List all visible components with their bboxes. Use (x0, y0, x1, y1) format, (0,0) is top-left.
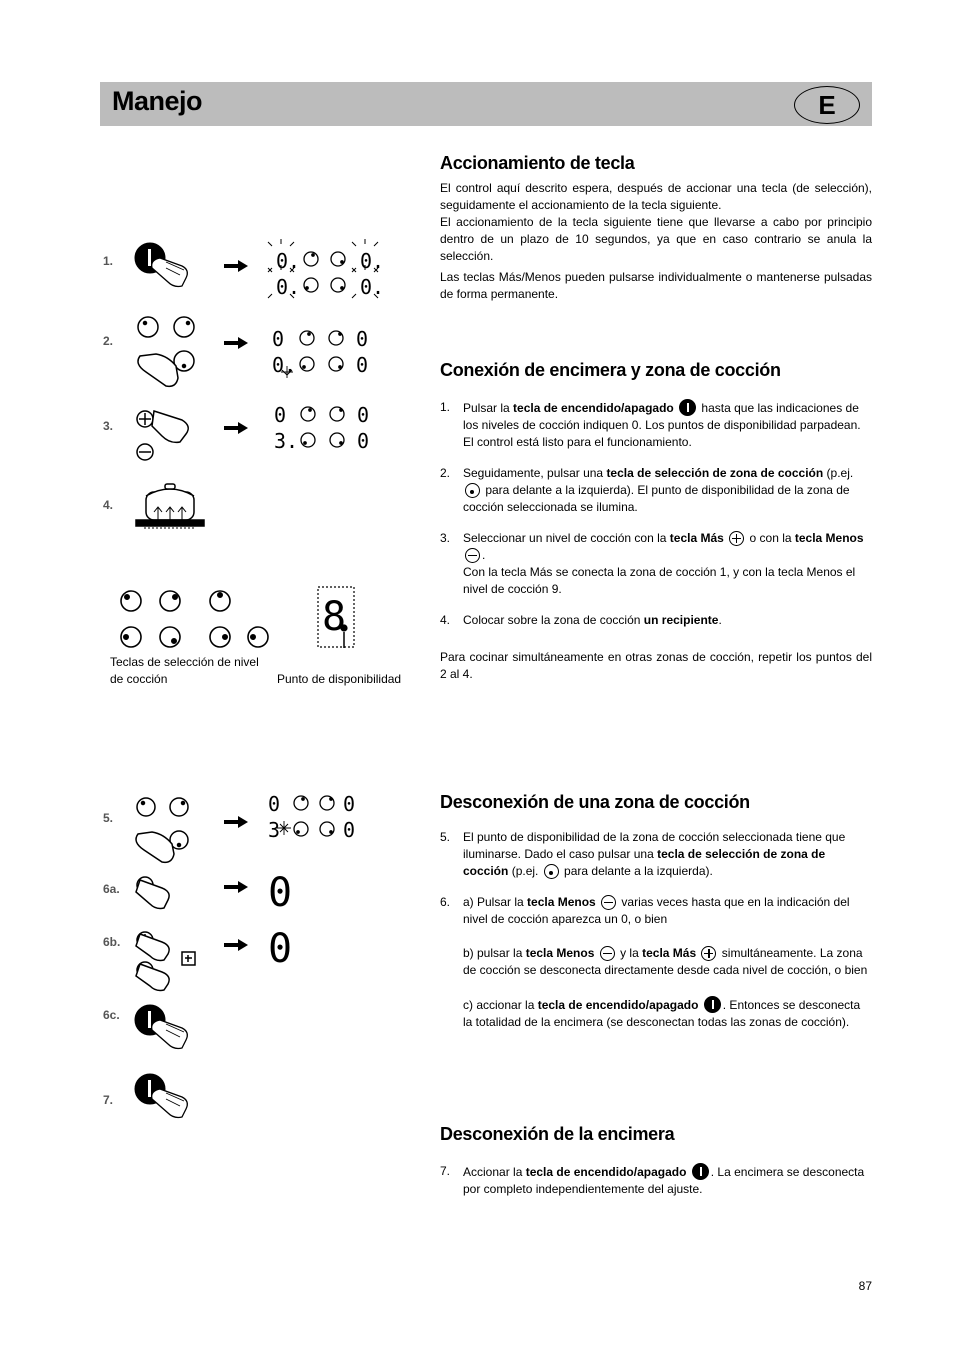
arrow-icon (224, 939, 248, 951)
list-item: 3. Seleccionar un nivel de cocción con la tecla Más o con la tecla Menos . Con la tecla Más se conecta la zona de cocción 1, y con la tecla Menos el nivel de cocción 9. (440, 531, 864, 596)
step-label-4: 4. (103, 498, 114, 512)
display-5-bl: 3 (268, 818, 281, 842)
display-segment-8: 8 (322, 594, 347, 640)
caption-level-keys: Teclas de selección de nivel de cocción (110, 655, 259, 686)
arrow-icon (224, 337, 248, 349)
display-grid-3 (301, 407, 344, 447)
list-item: 2. Seguidamente, pulsar una tecla de selección de zona de cocción (p.ej. para delante a la izquierda). El punto de disponibilidad de la zona de cocción seleccionada se ilumina. (440, 466, 854, 514)
power-icon (704, 996, 721, 1013)
section-title: Accionamiento de tecla (440, 153, 635, 173)
display-1-br: 0. (360, 275, 385, 299)
list-item: 1. Pulsar la tecla de encendido/apagado hasta que las indicaciones de los niveles de cocción indiquen 0. Los puntos de disponibilidad parpadean. El control está listo para el funcionamiento. (440, 400, 861, 449)
display-3-br: 0 (357, 429, 370, 453)
display-6b: 0 (268, 926, 293, 972)
arrow-icon (224, 816, 248, 828)
display-2-tr: 0 (356, 327, 369, 351)
display-2-bl: 0. (272, 353, 297, 377)
section-desconexion-encimera (440, 1126, 872, 1212)
section-title: Desconexión de una zona de cocción (440, 792, 750, 812)
section-title: Conexión de encimera y zona de cocción (440, 360, 781, 380)
display-3-tl: 0 (274, 403, 287, 427)
step-label-7: 7. (103, 1093, 114, 1107)
plus-icon (701, 946, 716, 961)
zone-key-icon (465, 483, 480, 498)
display-3-tr: 0 (357, 403, 370, 427)
display-5-tl: 0 (268, 792, 281, 816)
page-number: 87 (858, 1279, 872, 1293)
caption-readiness-dot: Punto de disponibilidad (277, 672, 402, 686)
minus-key-figure-6a (136, 877, 169, 909)
paragraph: El control aquí descrito espera, después de accionar una tecla (de selección), seguidamente el accionamiento de la tecla siguiente. (440, 181, 872, 212)
display-grid-5 (277, 796, 334, 836)
list-item: 6. a) Pulsar la tecla Menos varias veces hasta que en la indicación del nivel de cocción aparezca un 0, o bien b) pulsar la tecla Menos y la tecla Más simultáneamente. La zona de cocción se desconecta directamente desde cada nivel de cocción, o bien c) accionar la tecla de encendido/apagado . Entonces se desconecta la totalidad de la encimera (se desconectan todas las zonas de cocción). (440, 895, 868, 1029)
minus-icon (601, 895, 616, 910)
step-label-1: 1. (103, 254, 114, 268)
list-item: 5. El punto de disponibilidad de la zona de cocción seleccionada tiene que iluminarse. Dado el caso pulsar una tecla de selección de zona de cocción (p.ej. para delante a la izquierda). (440, 830, 846, 878)
minus-icon (600, 946, 615, 961)
level-keys-diagram (121, 591, 268, 647)
zone-keys-figure-5 (136, 798, 188, 862)
section-title: Desconexión de la encimera (440, 1124, 675, 1144)
section-desconexion-zona (440, 794, 872, 1045)
section-accionamiento (440, 155, 872, 303)
display-2-br: 0 (356, 353, 369, 377)
plus-minus-figure-6b (136, 932, 195, 991)
list-item: 7. Accionar la tecla de encendido/apagado . La encimera se desconecta por completo independientemente del ajuste. (440, 1164, 865, 1196)
step-label-6b: 6b. (103, 935, 121, 949)
zone-keys-figure-2 (138, 317, 194, 386)
display-1-bl: 0. (276, 275, 301, 299)
power-icon (679, 399, 696, 416)
pot-icon (136, 484, 204, 528)
minus-icon (465, 548, 480, 563)
plus-icon (729, 531, 744, 546)
power-key-figure-6c (135, 1005, 187, 1049)
paragraph: El accionamiento de la tecla siguiente tiene que llevarse a cabo por principio dentro de un plazo de 10 segundos, ya que en caso contrario se anula la selección. (440, 215, 872, 263)
display-2-tl: 0 (272, 327, 285, 351)
display-1-tl: 0. (276, 249, 301, 273)
step-label-2: 2. (103, 334, 114, 348)
display-3-bl: 3. (274, 429, 299, 453)
paragraph: Para cocinar simultáneamente en otras zonas de cocción, repetir los puntos del 2 al 4. (440, 650, 872, 681)
arrow-icon (224, 260, 248, 272)
arrow-icon (224, 422, 248, 434)
display-6a: 0 (268, 870, 293, 916)
zone-key-icon (544, 864, 559, 879)
display-5-tr: 0 (343, 792, 356, 816)
step-label-3: 3. (103, 419, 114, 433)
step-label-5: 5. (103, 811, 114, 825)
step-label-6a: 6a. (103, 882, 120, 896)
language-badge: E (794, 86, 860, 124)
arrow-icon (224, 881, 248, 893)
power-key-figure-1 (135, 243, 187, 287)
paragraph: Las teclas Más/Menos pueden pulsarse individualmente o mantenerse pulsadas de forma permanente. (440, 270, 872, 301)
display-5-br: 0 (343, 818, 356, 842)
display-1-tr: 0. (360, 249, 385, 273)
power-key-figure-7 (135, 1074, 187, 1118)
section-conexion (440, 362, 872, 683)
step-label-6c: 6c. (103, 1008, 120, 1022)
power-icon (692, 1163, 709, 1180)
list-item: 4. Colocar sobre la zona de cocción un recipiente. (440, 613, 722, 627)
page-title: Manejo (112, 86, 203, 116)
plus-minus-figure-3 (137, 411, 188, 460)
